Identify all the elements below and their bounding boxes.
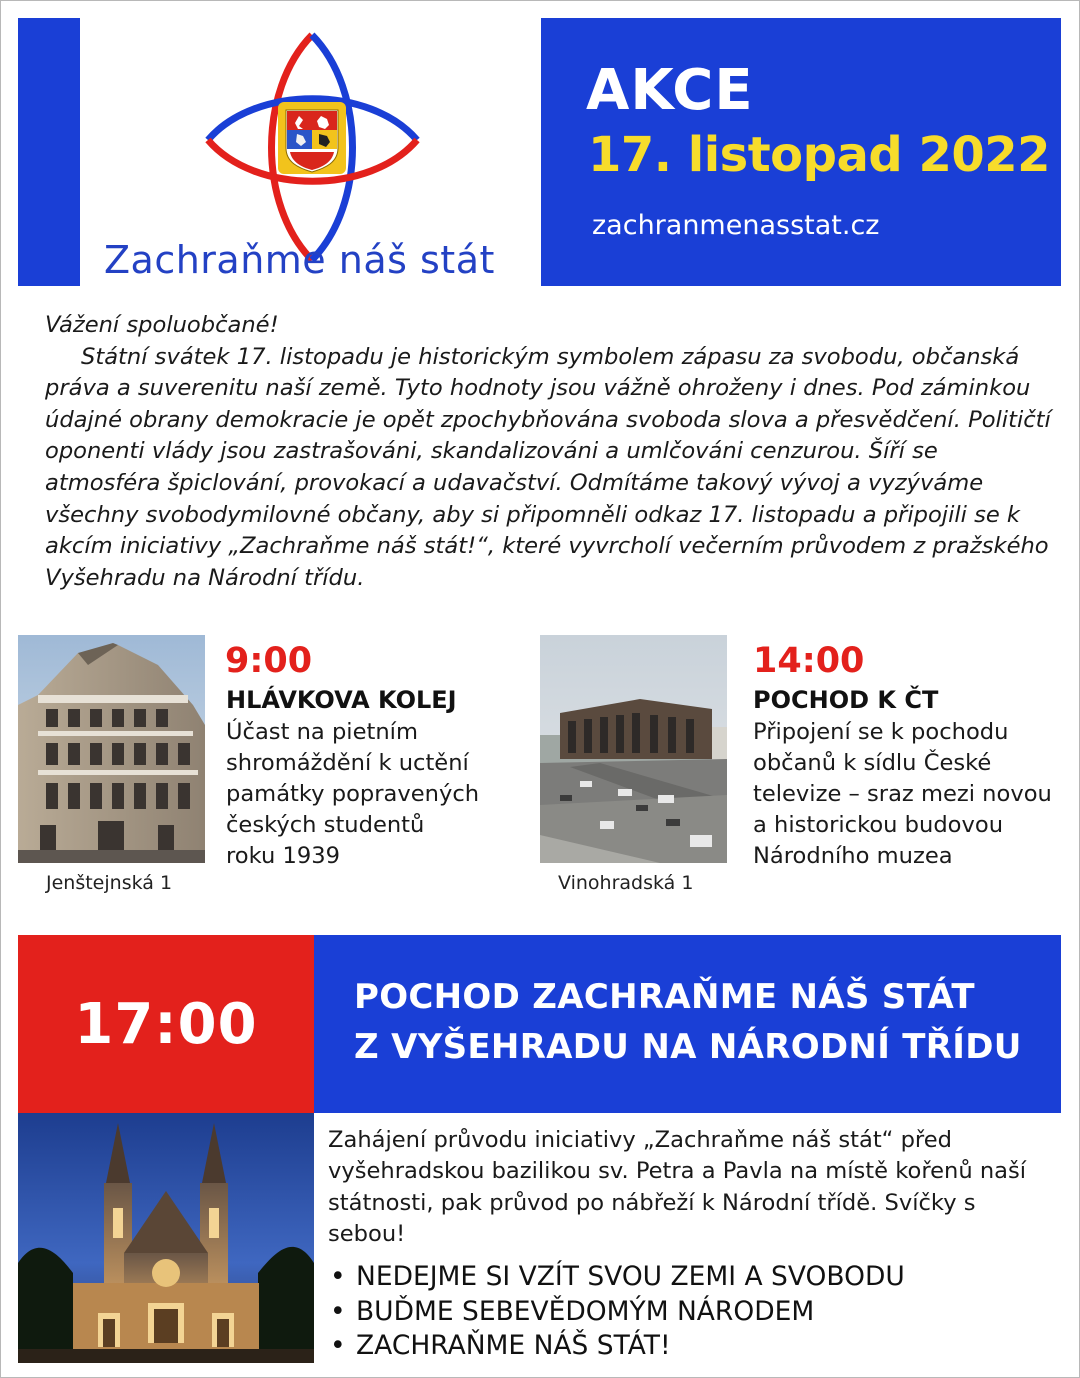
event-desc-line: roku 1939 [226, 843, 341, 869]
event-title: HLÁVKOVA KOLEJ [226, 686, 457, 714]
intro-greeting: Vážení spoluobčané! [45, 312, 279, 338]
event-description [753, 717, 1052, 872]
intro-text [45, 310, 1055, 594]
event-desc-line: českých studentů [226, 812, 425, 838]
main-event-time: 17:00 [74, 991, 258, 1057]
photo-caption: Vinohradská 1 [558, 872, 694, 894]
slogan-text: NEDEJME SI VZÍT SVOU ZEMI A SVOBODU [356, 1261, 905, 1292]
page-title: AKCE [586, 58, 754, 123]
slogan-text: ZACHRAŇME NÁŠ STÁT! [356, 1330, 671, 1361]
bullet-icon: • [330, 1295, 346, 1327]
main-event-description: Zahájení průvodu iniciativy „Zachraňme náš stát“ před vyšehradskou bazilikou sv. Petra a Pavla na místě kořenů naší státnosti, pak průvod po nábřeží k Národní třídě. Svíčky s sebou! [328, 1127, 1027, 1248]
event-desc-line: Účast na pietním [226, 719, 418, 745]
logo-title: Zachraňme náš stát [104, 238, 495, 282]
hlavkova-kolej-photo [18, 635, 205, 863]
logo-emblem-icon [200, 30, 425, 265]
event-desc-line: a historickou budovou [753, 812, 1004, 838]
event-time: 9:00 [225, 641, 313, 681]
list-item [330, 1329, 905, 1364]
list-item [330, 1295, 905, 1330]
intro-body: Státní svátek 17. listopadu je historickým symbolem zápasu za svobodu, občanská práva a suverenitu naší země. Tyto hodnoty jsou vážně ohroženy i dnes. Pod záminkou údajné obrany demokracie je opět zpochybňována svoboda slova a přesvědčení. Političtí oponenti vlády jsou zastrašováni, skandalizováni a umlčováni cenzurou. Šíří se atmosféra špiclování, provokací a udavačství. Odmítáme takový vývoj a vyzýváme všechny svobodymilovné občany, aby si připomněli odkaz 17. listopadu a připojili se k akcím iniciativy „Zachraňme náš stát!“, které vyvrcholí večerním průvodem z pražského Vyšehradu na Národní třídu. [45, 343, 1051, 591]
event-desc-line: shromáždění k uctění [226, 750, 469, 776]
event-desc-line: Připojení se k pochodu [753, 719, 1009, 745]
photo-caption: Jenštejnská 1 [46, 872, 173, 894]
event-time: 14:00 [753, 641, 865, 681]
blue-side-bar [18, 18, 80, 286]
event-date: 17. listopad 2022 [588, 127, 1051, 183]
main-event-title-line1: POCHOD ZACHRAŇME NÁŠ STÁT [354, 977, 975, 1017]
event-desc-line: občanů k sídlu České [753, 750, 992, 776]
bullet-icon: • [330, 1330, 346, 1361]
event-desc-line: památky popravených [226, 781, 480, 807]
bullet-icon: • [330, 1261, 346, 1292]
slogan-text: BUĎME SEBEVĚDOMÝM NÁRODEM [356, 1295, 815, 1327]
basilica-photo [18, 1113, 314, 1363]
event-description [226, 717, 479, 872]
ct-building-photo [540, 635, 727, 863]
list-item [330, 1260, 905, 1295]
event-desc-line: Národního muzea [753, 843, 953, 869]
main-title-box [314, 935, 1061, 1113]
main-event-title-line2: Z VYŠEHRADU NA NÁRODNÍ TŘÍDU [354, 1027, 1022, 1067]
slogan-list [330, 1260, 905, 1364]
website-link[interactable]: zachranmenasstat.cz [592, 210, 880, 241]
event-title: POCHOD K ČT [753, 686, 939, 714]
event-desc-line: televize – sraz mezi novou [753, 781, 1052, 807]
